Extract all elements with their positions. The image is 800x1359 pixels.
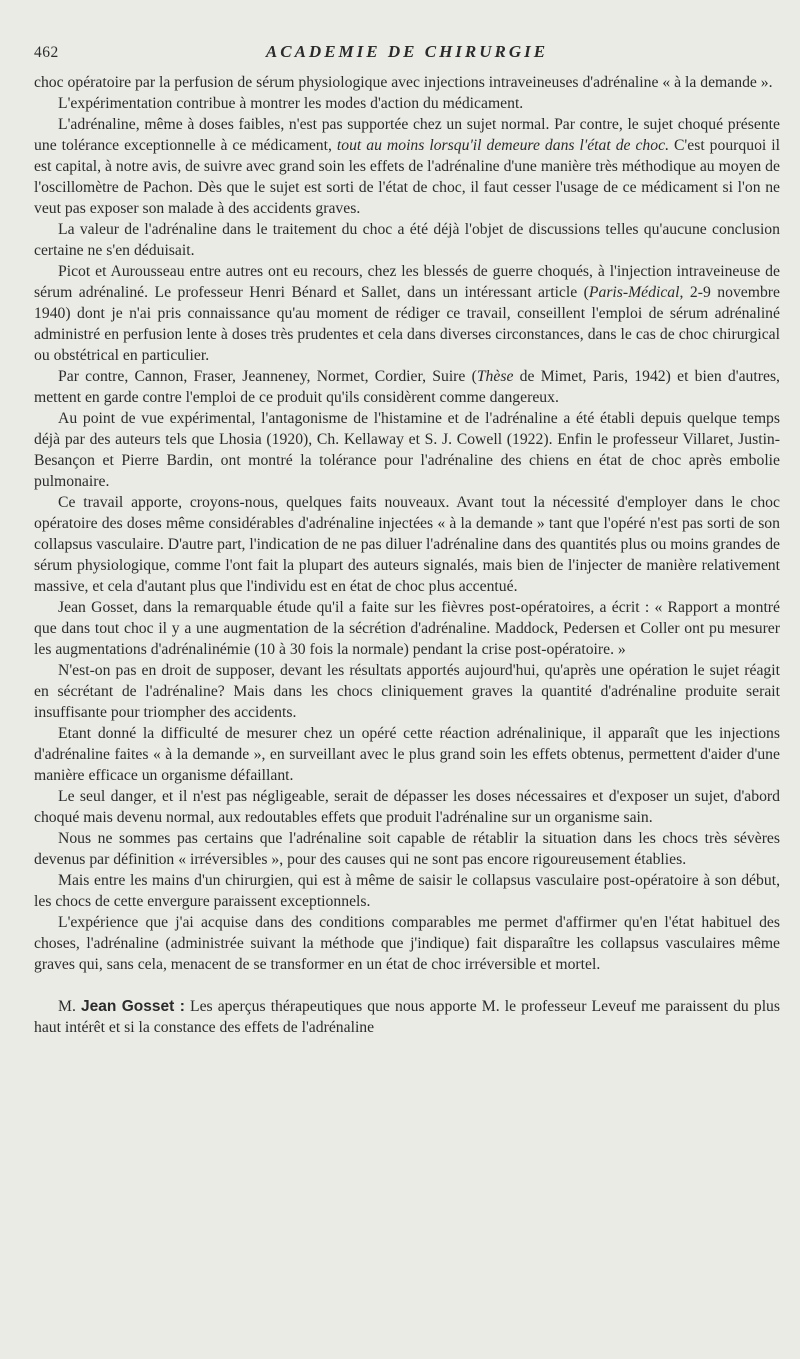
paragraph-13: Nous ne sommes pas certains que l'adrénaline soit capable de rétablir la situation dans les chocs très sévères devenus par définition « irréversibles », pour des causes qui ne sont pas encore rigoureusement établies. [34, 830, 780, 868]
paragraph-14: Mais entre les mains d'un chirurgien, qui est à même de saisir le collapsus vasculaire post-opératoire à son début, les chocs de cette envergure paraissent exceptionnels. [34, 872, 780, 910]
discussion-text: Les aperçus thérapeutiques que nous apporte M. le professeur Leveuf me paraissent du plus haut intérêt et si la constance des effets de l'adrénaline [34, 998, 781, 1036]
page-header [34, 40, 780, 72]
paragraph-10: N'est-on pas en droit de supposer, devant les résultats apportés aujourd'hui, qu'après une opération le sujet réagit en sécrétant de l'adrénaline? Mais dans les chocs cliniquement graves la quantité d'adrénaline produite serait insuffisante pour triompher des accidents. [34, 662, 780, 721]
paragraph-3: L'adrénaline, même à doses faibles, n'est pas supportée chez un sujet normal. Par contre, le sujet choqué présente une tolérance exceptionnelle à ce médicament, tout au moins lorsqu'il demeure dans l'état de choc. C'est pourquoi il est capital, à notre avis, de suivre avec grand soin les effets de l'adrénaline d'une manière très méthodique au moyen de l'oscillomètre de Pachon. Dès que le sujet est sorti de l'état de choc, il faut cesser l'usage de ce médicament si l'on ne veut pas exposer son malade à des accidents graves. [34, 116, 780, 217]
paragraph-1: choc opératoire par la perfusion de sérum physiologique avec injections intraveineuses d'adrénaline « à la demande ». [34, 74, 773, 91]
running-head: ACADEMIE DE CHIRURGIE [265, 42, 549, 61]
paragraph-15: L'expérience que j'ai acquise dans des conditions comparables me permet d'affirmer qu'en l'état habituel des choses, l'adrénaline (administrée suivant la méthode que j'indique) fait disparaître les collapsus vasculaires même graves qui, sans cela, menacent de se transformer en un état de choc irréversible et mortel. [34, 914, 780, 973]
speaker-name: Jean Gosset : [80, 998, 185, 1015]
paragraph-12: Le seul danger, et il n'est pas négligeable, serait de dépasser les doses nécessaires et d'exposer un sujet, d'abord choqué mais devenu normal, aux redoutables effets que produit l'adrénaline sur un organisme sain. [34, 788, 780, 826]
paragraph-7: Au point de vue expérimental, l'antagonisme de l'histamine et de l'adrénaline a été établi depuis quelque temps déjà par des auteurs tels que Lhosia (1920), Ch. Kellaway et S. J. Cowell (1922). Enfin le professeur Villaret, Justin-Besançon et Pierre Bardin, ont montré la tolérance pour l'adrénaline des chiens en état de choc après embolie pulmonaire. [34, 410, 780, 490]
body-text [34, 72, 780, 1038]
paragraph-6: Par contre, Cannon, Fraser, Jeanneney, Normet, Cordier, Suire (Thèse de Mimet, Paris, 1942) et bien d'autres, mettent en garde contre l'emploi de ce produit qu'ils considèrent comme dangereux. [34, 368, 780, 406]
paragraph-8: Ce travail apporte, croyons-nous, quelques faits nouveaux. Avant tout la nécessité d'employer dans le choc opératoire des doses même considérables d'adrénaline injectées « à la demande » tant que l'opéré n'est pas sorti de son collapsus vasculaire. D'autre part, l'indication de ne pas diluer l'adrénaline dans des quantités plus ou moins grandes de sérum physiologique, comme l'ont fait la plupart des auteurs signalés, mais bien de l'injecter de manière relativement massive, et cela d'autant plus que l'individu est en état de choc plus accentué. [34, 494, 781, 595]
speaker-prefix: M. [58, 998, 81, 1015]
journal-title: Paris-Médical [588, 284, 680, 301]
thesis-reference: Thèse [476, 368, 514, 385]
paragraph-5: Picot et Aurousseau entre autres ont eu recours, chez les blessés de guerre choqués, à l'injection intraveineuse de sérum adrénaliné. Le professeur Henri Bénard et Sallet, dans un intéressant article (Paris-Médical, 2-9 novembre 1940) dont je n'ai pris connaissance qu'au moment de rédiger ce travail, conseillent l'emploi de sérum adrénaliné administré en perfusion lente à doses très prudentes et cela dans diverses circonstances, dans le cas de choc chirurgical ou obstétrical en particulier. [34, 263, 780, 364]
paragraph-11: Etant donné la difficulté de mesurer chez un opéré cette réaction adrénalinique, il apparaît que les injections d'adrénaline faites « à la demande », en surveillant avec le plus grand soin les effets obtenus, permettent d'aider d'une manière efficace un organisme défaillant. [34, 725, 780, 784]
paragraph-4: La valeur de l'adrénaline dans le traitement du choc a été déjà l'objet de discussions telles qu'aucune conclusion certaine ne s'en déduisait. [34, 221, 780, 259]
discussion-paragraph [34, 996, 780, 1038]
italic-emphasis: tout au moins lorsqu'il demeure dans l'état de choc. [336, 137, 669, 154]
page-number: 462 [34, 44, 59, 61]
paragraph-2: L'expérimentation contribue à montrer les modes d'action du médicament. [58, 95, 524, 112]
paragraph-9: Jean Gosset, dans la remarquable étude qu'il a faite sur les fièvres post-opératoires, a écrit : « Rapport a montré que dans tout choc il y a une augmentation de la sécrétion d'adrénaline. Maddock, Pedersen et Coller ont pu mesurer les augmentations d'adrénalinémie (10 à 30 fois la normale) pendant la crise post-opératoire. » [34, 599, 780, 658]
